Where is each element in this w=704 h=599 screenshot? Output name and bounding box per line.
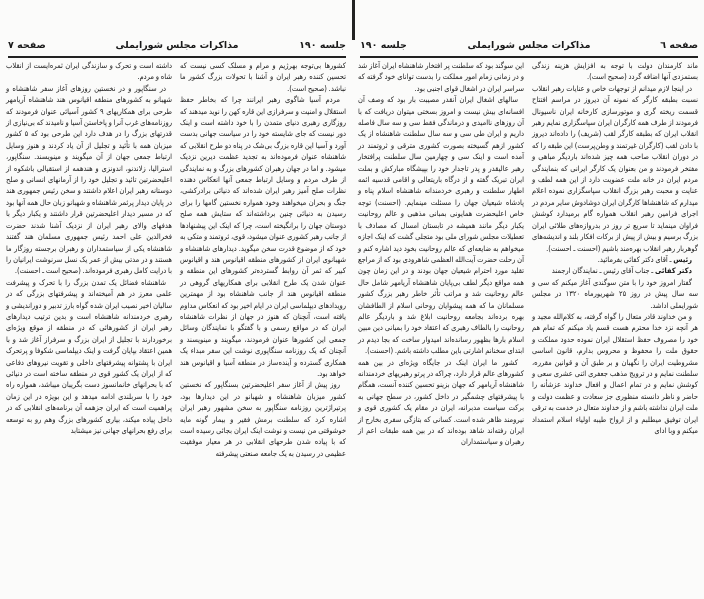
speaker-text: ـ آقای دکتر کفائی بفرمائید. — [597, 254, 672, 264]
header-rule — [8, 56, 346, 58]
paragraph: ماند کارمندان دولت با توجه به افزایش هزینه زندگی بستمزدی آنها اضافه گردد (صحیح است). — [532, 61, 698, 82]
header-rule — [360, 56, 698, 58]
speaker-paragraph — [532, 265, 698, 276]
text-column-left — [6, 60, 172, 436]
speaker-name: دکتر کفائی — [655, 266, 692, 276]
paragraph: کشور ما ایران اینک در جایگاه ویژه‌ای در بین همه کشورهای عالم قرار دارد، چراکه در پرتو رهبریهای خردمندانه شاهنشاه آریامهر که جهان بزینو تحسین کننده آنست، همگام با پیشرفتهای چشمگیر در داخل کشور، در سطح جهانی به برکت سیاست مدبرانه، ایران در مقام یک کشوری قوی و نیرومند ظاهر شده است. کسانی که بتازگی سفری بخارج از ایران رفته‌اند شاهد بوده‌اند که در بین همه طبقات اعم از رهبران و سیاستمداران — [358, 357, 524, 447]
publication-title: مذاکرات مجلس شورایملی — [467, 40, 591, 51]
session-number: جلسه ۱۹۰ — [360, 40, 407, 51]
text-column-right — [532, 60, 698, 436]
page-header — [360, 40, 698, 54]
paragraph: داشته است و تحرک و سازندگی ایران ثمره‌ایست از انقلاب شاه و مردم. — [6, 61, 172, 82]
paragraph: مردم آسیا شاگوی رهبر ایرانند چرا که بخاطر حفظ استقلال و امنیت و سرفرازی این قاره کهن را نوید میدهند که روزگاری رهبری دنیای متمدن را با خود داشته است و اینک دور نیست که جای شایسته خود را در سیاست جهانی بدست آورد و آسیا این قاره بزرگ بی‌شک در پناه دو طرح انقلابی که شاهنشاه عنوان فرموده‌اند به تجدید عظمت دیرین نزدیک میشود. و اما در جهان رهبران کشورهای بزرگ و به نمایندگی از طرف مردم و وسایل ارتباط جمعی آنها انعکاس دهنده نظرات صلح آمیز رهبر ایران شده‌اند که دنیائی برادرکشی، جنگ و بحران میخواهند وخود همواره نخستین گامها را برای رسیدن به دنیائی چنین برداشته‌اند که ستایش همه صلح دوستان جهان را برانگیخته است، چرا که اینک این پیشنهادها از جانب رهبر کشوری عنوان میشود، قوی، ثروتمند و متکی به خود که از موضوع قدرت سخن میگوید. دیدارهای شاهنشاه و شهبانوی ایران از کشورهای منطقه اقیانوس هند و اقیانوس کبیر که ثمر آن روابط گسترده‌تر کشورهای این منطقه و عنوان شدن یک طرح انقلابی برای همکاریهای گروهی در منطقه اقیانوس هند از جانب شاهنشاه بود از مهمترین رویدادهای دیپلماسی ایران در ایام اخیر بود که انعکاس مداوم یافته است، آنچنان که هنوز در جهان از نظرات شاهنشاه ایران که در مواقع رسمی و با گفتگو با نمایندگان وسائل جمعی این کشورها عنوان فرمودند، میگویند و مینویسند و آنچنان که یک روزنامه سنگاپوری نوشت این سفر مبداء یک همکاری گسترده و آینده‌ساز در منطقه آسیا و اقیانوس هند خواهد بود. — [180, 95, 346, 378]
paragraph: در اینجا لازم میدانم از توجهات خاص و عنایات رهبر انقلاب نسبت بطبقه کارگر که نمونه آن دیروز در مراسم افتتاح قسمت ریخته گری و موتورسازی کارخانه ایران ناسیونال فرمودند از طرف همه کارگران ایران سپاسگزاری نمایم رهبر انقلاب ایران که بطبقه کارگر لقب (شریف) را داده‌اند دیروز با دادن لقب (کارگران غیرتمند و وطن‌پرست) این طبقه را که در دوران انقلاب صاحب همه چیز شده‌اند باردیگر مباهی و مفتخر فرمودند و من بعنوان یک کارگر ایرانی که بنمایندگی مردم ایران در خانه ملت عضویت دارد از این همه لطف و عنایت و محبت رهبر بزرگ انقلاب سپاسگزاری نموده اعلام میدارم که شاهنشاها کارگران ایران دوشادوش سایر مردم در اجرای فرامین رهبر انقلاب همواره گام برمیدارد کوشش فراوان مینماید تا سریع تر روز در بدروازه‌های طلائی ایران بزرگ برسیم و بیش از پیش از برکات افکار بلند و اندیشه‌های گوهربار رهبر انقلاب بهره‌مند باشیم (احسنت ـ احسنت). — [532, 83, 698, 253]
text-column-left — [358, 60, 524, 448]
session-number: جلسه ۱۹۰ — [299, 40, 346, 51]
paragraph: این سوگند بود که سلطنت پر افتخار شاهنشاه ایران آغاز شد و در زمانی زمام امور مملکت را بدست توانای خود گرفته که سراسر ایران در اشغال قوای اجنبی بود. — [358, 61, 524, 93]
page-number: صفحه ۷ — [8, 40, 46, 51]
paragraph: روز پیش از آغاز سفر اعلیحضرتین بسنگاپور که نخستین کشور میزبان شاهنشاه و شهبانو در این دیدارها بود، پرتیراژترین روزنامه سنگاپور به سخن مشهور رهبر ایران اشاره کرد که سلطنت برمش فقیر و بیمار گونه مایه خوشوقتی من نیست و نوشت اینک ایران بجائی رسیده است که با پیاده شدن طرحهای انقلابی در هر معیار موفقیت عظیمی در رسیدن به یک جامعه صنعتی پیشرفته — [180, 380, 346, 458]
paragraph: شاهنشاه فضائل یک تمدن بزرگ را با تحرک و پیشرفت علمی معرز در هم آمیخته‌اند و پیشرفتهای بزرگی که در سالیان اخیر نصیب ایران شده گواه بارز تدبیر و دوراندیشی و رهبری خردمندانه شاهنشاه است و بدین ترتیب دیدارهای رهبر ایران از کشورهائی که در منطقه از موقع ویژه‌ای برخوردارند با تجلیل از ایران بزرگ و سرفراز آغاز شد و با همین اعتقاد بپایان گرفت و اینک دیپلماسی شکوفا و پرتحرک ایران با پشتوانه پیشرفتهای داخلی و تقویت نیروهای دفاعی که از ایران یک کشور قوی در منطقه ساخته است در دنیائی که با بحرانهای خانمانسوز دست بگریبان میباشد، همواره راه خود را با سربلندی ادامه میدهد و این بویژه در این زمان پراهمیت است که ایران جزهمه آن برنامه‌های انقلابی که در داخل پیاده میکند، بیاری کشورهای بزرگ وهم رو به توسعه برای رفع بحرانهای جهانی نیز میشتابد — [6, 277, 172, 435]
page-header — [8, 40, 346, 54]
speaker-name: رئیس — [673, 254, 692, 264]
page-spine — [352, 0, 355, 40]
paragraph: سالهای اشغال ایران آنقدر مصیبت بار بود که وصف آن افسانه‌ای بیش نیست و امروز بسختی میتوان دریافت که با آن روزهای ناامیدی و درماندگی فقط سی و سه سال فاصله داریم و ایران طی سی و سه سال سلطنت شاهنشاه از یک کشور ازهم گسیخته بصورت کشوری مترقی و ثروتمند در آمده است و اینک سی و چهارمین سال سلطنت پرافتخار رهبر عالیقدر و پدر تاجدار خود را بپیشگاه مبارکش و بملت ایران تبریک گفته و از درگاه باریتعالی و اقامی قدسیه ائمه اطهار سلطنت و رهبری خردمندانه شاهنشاه اسلام پناه و پادشاه شیعیان جهان را مسئلت مینمایم. (احسنت) توجه خاص اعلیحضرت همایونی بمبانی مذهبی و عالم روحانیت یکبار دیگر مانند همیشه در تابستان امسال که مصادف با تعطیلات مجلس شورای ملی بود متجلی گشت که اینک اجازه میخواهم به ضایعه‌ای که عالم روحانیت بخود دید اشاره کنم و آن رحلت حضرت آیت‌الله العظمی شاهرودی بود که از مراجع تقلید مورد احترام شیعیان جهان بودند و در این زمان چون همه مواقع دیگر لطف بی‌پایان شاهنشاه آریامهر شامل حال عالم روحانیت شد و مراتب تأثر خاطر رهبر بزرگ کشور مسلمانان ما که همه پیشوایان روحانی اسلام از الطافشان بهره برده‌اند بجامعه روحانیت ابلاغ شد و باردیگر عالم روحانیت را بالطاف رهبری که اعتقاد خود را بمبانی دین مبین اسلام بارها بظهور رسانده‌اند امیدوار ساخت که بجا دیدم در ابتدای سخنانم اشارتی باین مطلب داشته باشم. (احسنت). — [358, 95, 524, 356]
paragraph: کشورها بی‌توجه بهرژیم و مرام و مسلک کسی نیست که تحسین کننده رهبر ایران و آشنا با تحولات بزرگ کشور ما نباشد. (صحیح است). — [180, 61, 346, 93]
paragraph: در سنگاپور و در نخستین روزهای آغاز سفر شاهنشاه و شهبانو به کشورهای منطقه اقیانوس هند شاهنشاه آریامهر طرحی برای همکاریهای ۹ کشور آسیائی عنوان فرمودند که روزنامه‌های غرب آنرا و پاخاستن آسیا و نامیدند که بی‌نیازی از قدرتهای بزرگ را در هدف دارد این طرحی بود که ۵ کشور میزبان همه با تأئید و تجلیل از آن یاد کردند و هنوز وسایل ارتباط جمعی جهان از آن میگویند و مینویسند. سنگاپور، استرالیا، زلاندنو، اندونزی و هندهمه از استقبالی باشکوه از اعلیحضرتین تائید و تجلیل خود را از آرمانهای انسانی و صلح دوستانه رهبر ایران اعلام داشتند و سخن رئیس جمهوری هند در پایان دیدار پرثمر شاهنشاه و شهبانو زبان حال همه آنها بود که در مسیر دیدار اعلیحضرتین قرار داشتند و یکبار دیگر با هدفهای والای رهبر ایران از نزدیک آشنا شدند حضرت فخرالدین علی احمد رئیس جمهوری مسلمان هند گفتند شاهنشاه یکی از سیاستمداران و رهبران برجسته روزگار ما هستند و در مدتی بیش از عمر یک نسل سرنوشت ایرانیان را با درایت کامل رهبری فرموده‌اند. (صحیح است ـ احسنت). — [6, 83, 172, 276]
speaker-text: ـ جناب آقای رئیس ـ نمایندگان ارجمند — [551, 266, 654, 276]
paragraph: گفتار امروز خود را با متن سوگندی آغاز میکنم که سی و سه سال پیش در روز ۲۵ شهریورماه ۱۳۲۰ در مجلس شورایملی اداشد. — [532, 277, 698, 310]
page-number: صفحه ٦ — [660, 40, 698, 51]
text-column-right — [180, 60, 346, 459]
speaker-paragraph — [532, 254, 698, 265]
publication-title: مذاکرات مجلس شورایملی — [115, 40, 239, 51]
paragraph: و من خداوند قادر متعال را گواه گرفته، به کلام‌الله مجید و هر آنچه نزد خدا محترم هست قسم یاد میکنم که تمام هم خود را مصروف حفظ استقلال ایران نموده حدود مملکت و حقوق ملت را محفوظ و محروس بدارم، قانون اساسی مشروطیت ایران را نگهبان و بر طبق آن و قوانین مقرره، سلطنت نمایم و در ترویج مذهب جعفری اثنی عشری سعی و کوشش نمایم و در تمام اعمال و افعال خداوند عزشأنه را حاضر و ناظر دانسته منظوری جز سعادت و عظمت دولت و ملت ایران نداشته باشم و از خداوند متعال در خدمت به ترقی ایران توفیق میطلبم و از ارواح طیبه اولیاء اسلام استمداد میکنم و وبا ادای — [532, 311, 698, 435]
